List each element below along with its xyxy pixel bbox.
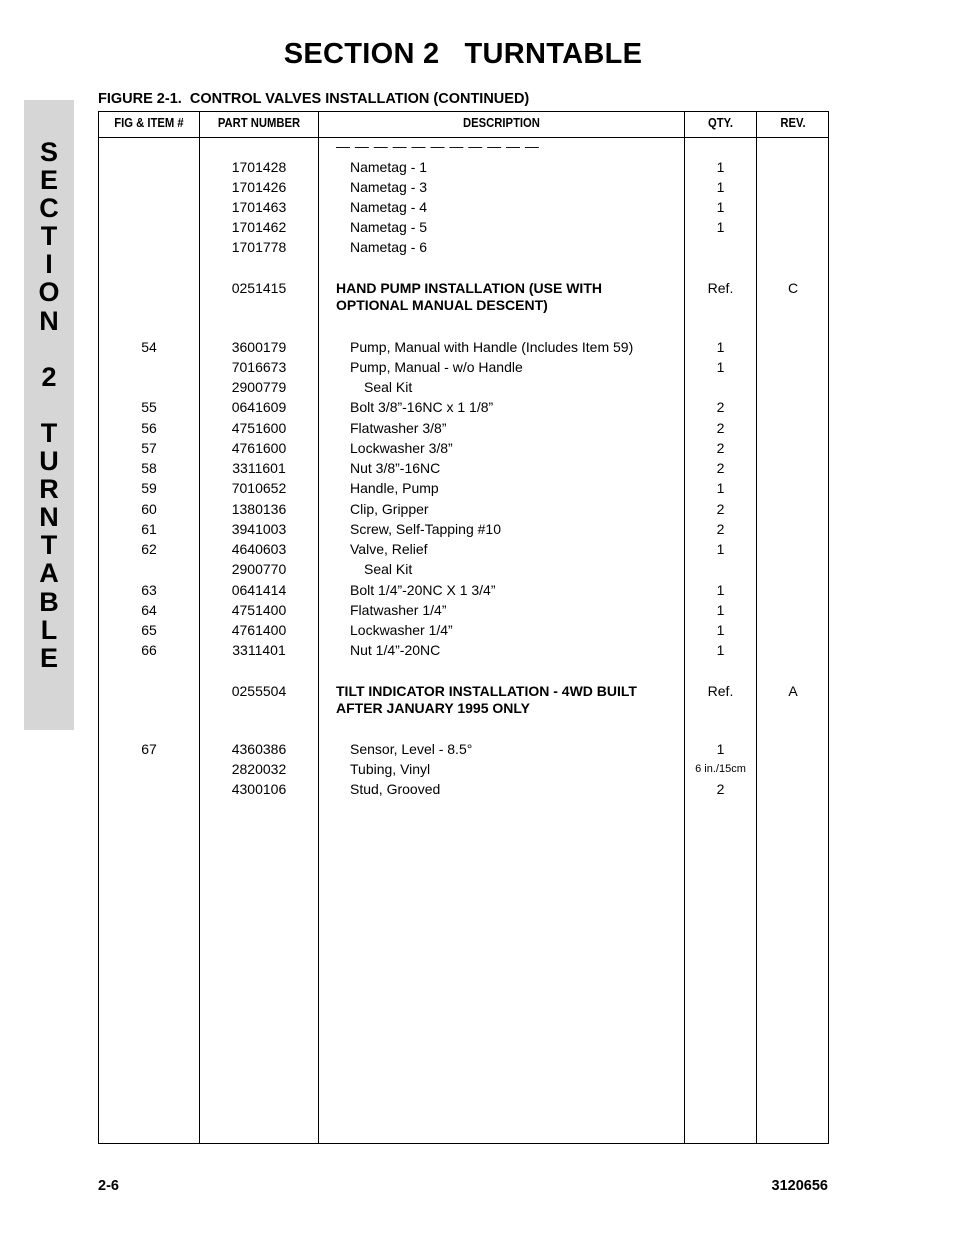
side-tab-letter: 2 <box>41 361 57 392</box>
part-number-cell: 1701426 <box>231 179 287 195</box>
qty-cell: Ref. <box>707 683 734 699</box>
qty-cell: 2 <box>716 399 725 415</box>
part-number-cell: 4360386 <box>231 741 287 757</box>
part-number-cell: 0251415 <box>231 280 287 296</box>
description-cell: Pump, Manual with Handle (Includes Item 59) <box>350 339 634 355</box>
qty-cell: 1 <box>716 339 725 355</box>
part-number-cell: 4300106 <box>231 781 287 797</box>
qty-cell: 1 <box>716 359 725 375</box>
fig-item-cell: 58 <box>141 460 157 476</box>
parts-table <box>98 111 829 1144</box>
part-number-cell: 4761400 <box>231 622 287 638</box>
description-cell: Screw, Self-Tapping #10 <box>350 521 501 537</box>
side-tab-letter: B <box>39 586 59 617</box>
fig-item-cell: 55 <box>141 399 157 415</box>
table-row <box>99 339 828 357</box>
header-qty: QTY. <box>707 116 734 130</box>
description-cell: Lockwasher 1/4” <box>350 622 453 638</box>
part-number-cell: 1701463 <box>231 199 287 215</box>
description-cell: Seal Kit <box>364 561 413 577</box>
part-number-cell: 0641414 <box>231 582 287 598</box>
part-number-cell: 3311401 <box>232 642 286 658</box>
table-row <box>99 582 828 600</box>
figure-title: FIGURE 2-1. CONTROL VALVES INSTALLATION (CONTINUED) <box>98 91 530 107</box>
part-number-cell: 2900770 <box>231 561 287 577</box>
description-cell: Stud, Grooved <box>350 781 441 797</box>
description-cell: Bolt 1/4”-20NC X 1 3/4” <box>350 582 496 598</box>
side-tab-letter: S <box>39 137 58 167</box>
side-tab-letter <box>24 335 74 363</box>
fig-item-cell: 64 <box>141 602 157 618</box>
qty-cell: Ref. <box>707 280 734 296</box>
part-number-cell: 3941003 <box>231 521 287 537</box>
table-row <box>99 199 828 217</box>
dash-separator: — — — — — — — — — — — <box>336 138 540 154</box>
fig-item-cell: 57 <box>141 440 157 456</box>
part-number-cell: 4751600 <box>231 420 287 436</box>
fig-item-cell: 56 <box>141 420 157 436</box>
part-number-cell: 2900779 <box>231 379 287 395</box>
description-cell: TILT INDICATOR INSTALLATION - 4WD BUILT AFTER JANUARY 1995 ONLY <box>336 683 637 716</box>
description-cell: Nut 3/8”-16NC <box>350 460 441 476</box>
description-cell: Nut 1/4”-20NC <box>350 642 441 658</box>
description-cell: Sensor, Level - 8.5° <box>350 741 473 757</box>
page-title: SECTION 2 TURNTABLE <box>283 38 643 70</box>
header-fig-item: FIG & ITEM # <box>114 116 184 130</box>
table-row <box>99 239 828 257</box>
qty-cell: 6 in./15cm <box>695 763 746 775</box>
document-number: 3120656 <box>771 1178 828 1194</box>
table-row <box>99 359 828 377</box>
side-tab-letter: N <box>39 305 59 336</box>
table-row <box>99 179 828 197</box>
part-number-cell: 0255504 <box>231 683 287 699</box>
page-number: 2-6 <box>98 1178 119 1194</box>
side-tab-letter: N <box>39 502 59 533</box>
qty-cell: 1 <box>716 622 725 638</box>
table-row <box>99 501 828 519</box>
qty-cell: 1 <box>716 179 725 195</box>
description-cell: Pump, Manual - w/o Handle <box>350 359 523 375</box>
side-tab-letter: T <box>40 417 58 448</box>
fig-item-cell: 67 <box>141 741 157 757</box>
side-tab-letter: T <box>40 221 58 252</box>
part-number-cell: 2820032 <box>231 761 287 777</box>
side-tab-letter: O <box>38 277 60 308</box>
part-number-cell: 3311601 <box>232 460 286 476</box>
table-row <box>99 541 828 559</box>
side-tab-letters <box>24 138 74 672</box>
description-cell: Nametag - 1 <box>350 159 428 175</box>
qty-cell: 1 <box>716 741 725 757</box>
qty-cell: 2 <box>716 521 725 537</box>
part-number-cell: 4751400 <box>231 602 287 618</box>
side-tab-letter <box>24 391 74 419</box>
table-row <box>99 741 828 759</box>
table-row <box>99 399 828 417</box>
header-rev: REV. <box>780 116 806 130</box>
description-cell: Handle, Pump <box>350 480 439 496</box>
table-row <box>99 280 828 313</box>
table-row <box>99 622 828 640</box>
qty-cell: 1 <box>716 602 725 618</box>
part-number-cell: 3600179 <box>231 339 287 355</box>
part-number-cell: 1701778 <box>231 239 287 255</box>
table-row <box>99 480 828 498</box>
description-cell: Lockwasher 3/8” <box>350 440 453 456</box>
description-cell: Nametag - 3 <box>350 179 428 195</box>
table-row <box>99 159 828 177</box>
description-cell: Nametag - 6 <box>350 239 428 255</box>
description-cell: Valve, Relief <box>350 541 428 557</box>
part-number-cell: 7016673 <box>231 359 287 375</box>
part-number-cell: 0641609 <box>231 399 287 415</box>
table-row <box>99 683 828 716</box>
qty-cell: 1 <box>716 219 725 235</box>
description-cell: Nametag - 4 <box>350 199 428 215</box>
side-tab-letter: A <box>39 558 59 589</box>
table-row <box>99 561 828 579</box>
part-number-cell: 4761600 <box>231 440 287 456</box>
part-number-cell: 7010652 <box>231 480 287 496</box>
table-row <box>99 379 828 397</box>
fig-item-cell: 66 <box>141 642 157 658</box>
qty-cell: 1 <box>716 480 725 496</box>
side-tab-letter: R <box>39 474 59 505</box>
side-tab-letter: E <box>39 642 58 673</box>
table-row <box>99 420 828 438</box>
header-description: DESCRIPTION <box>463 116 540 130</box>
table-row <box>99 219 828 237</box>
description-cell: Flatwasher 1/4” <box>350 602 447 618</box>
qty-cell: 2 <box>716 501 725 517</box>
side-tab-letter: L <box>40 614 58 645</box>
description-cell: Nametag - 5 <box>350 219 428 235</box>
qty-cell: 1 <box>716 642 725 658</box>
table-row <box>99 781 828 799</box>
qty-cell: 2 <box>716 420 725 436</box>
fig-item-cell: 59 <box>141 480 157 496</box>
table-row <box>99 460 828 478</box>
fig-item-cell: 61 <box>141 521 157 537</box>
part-number-cell: 1701462 <box>231 219 287 235</box>
table-row <box>99 521 828 539</box>
description-cell: Bolt 3/8”-16NC x 1 1/8” <box>350 399 494 415</box>
fig-item-cell: 65 <box>141 622 157 638</box>
qty-cell: 2 <box>716 440 725 456</box>
table-row <box>99 761 828 779</box>
rev-cell: A <box>788 683 798 699</box>
side-tab-letter: I <box>45 249 53 280</box>
description-cell: HAND PUMP INSTALLATION (USE WITH OPTIONAL MANUAL DESCENT) <box>336 280 602 313</box>
qty-cell: 1 <box>716 159 725 175</box>
table-row <box>99 602 828 620</box>
side-tab-letter: T <box>40 530 58 561</box>
side-tab-letter: E <box>39 165 58 196</box>
side-tab-letter: U <box>39 446 59 477</box>
header-part-number: PART NUMBER <box>217 116 301 130</box>
qty-cell: 2 <box>716 781 725 797</box>
qty-cell: 1 <box>716 199 725 215</box>
description-cell: Tubing, Vinyl <box>350 761 431 777</box>
fig-item-cell: 54 <box>141 339 157 355</box>
side-tab-letter: C <box>39 193 59 224</box>
qty-cell: 1 <box>716 541 725 557</box>
description-cell: Flatwasher 3/8” <box>350 420 447 436</box>
rev-cell: C <box>787 280 799 296</box>
table-row <box>99 440 828 458</box>
description-cell: Clip, Gripper <box>350 501 429 517</box>
section-side-tab <box>24 100 74 730</box>
part-number-cell: 1701428 <box>231 159 287 175</box>
fig-item-cell: 63 <box>141 582 157 598</box>
part-number-cell: 4640603 <box>231 541 287 557</box>
part-number-cell: 1380136 <box>231 501 287 517</box>
qty-cell: 1 <box>716 582 725 598</box>
fig-item-cell: 62 <box>141 541 157 557</box>
fig-item-cell: 60 <box>141 501 157 517</box>
qty-cell: 2 <box>716 460 725 476</box>
table-row <box>99 642 828 660</box>
description-cell: Seal Kit <box>364 379 413 395</box>
